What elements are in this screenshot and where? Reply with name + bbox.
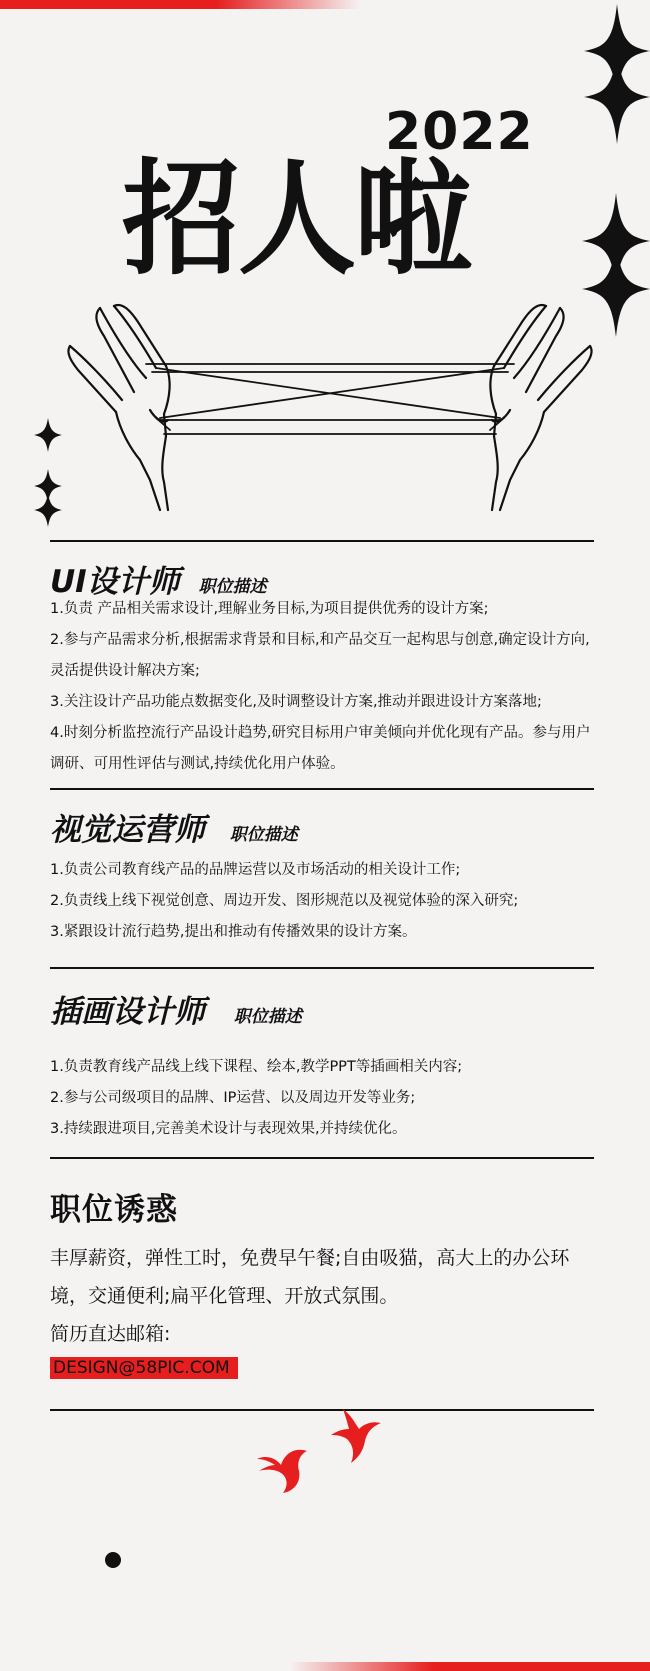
sparkle-star-icon: [584, 50, 650, 144]
headline: 招人啦: [122, 146, 471, 292]
section-title-text: 视觉运营师: [50, 812, 205, 848]
divider: [50, 1157, 594, 1159]
job-description-list: [50, 594, 598, 780]
list-item: 3.持续跟进项目,完善美术设计与表现效果,并持续优化。: [50, 1121, 407, 1137]
section-title-text: 插画设计师: [50, 994, 205, 1030]
red-bird-icon: [257, 1450, 307, 1493]
resume-email[interactable]: DESIGN@58PIC.COM: [50, 1357, 238, 1379]
divider: [50, 967, 594, 969]
bottom-accent-bar: [290, 1662, 650, 1671]
resume-email-label: 简历直达邮箱:: [50, 1323, 171, 1345]
section-subtitle: 职位描述: [229, 825, 298, 845]
list-item: 4.时刻分析监控流行产品设计趋势,研究目标用户审美倾向并优化现有产品。参与用户调研、可用性评估与测试,持续优化用户体验。: [50, 725, 591, 772]
red-birds: [255, 1405, 395, 1545]
list-item: 2.参与产品需求分析,根据需求背景和目标,和产品交互一起构思与创意,确定设计方向,灵活提供设计解决方案;: [50, 632, 590, 679]
section-subtitle: 职位描述: [233, 1007, 302, 1027]
year-label: 2022: [385, 102, 534, 162]
job-description-list: [50, 1052, 598, 1145]
list-item: 3.关注设计产品功能点数据变化,及时调整设计方案,推动并跟进设计方案落地;: [50, 694, 542, 710]
divider: [50, 788, 594, 790]
list-item: 3.紧跟设计流行趋势,提出和推动有传播效果的设计方案。: [50, 924, 417, 940]
hands-string-illustration: [60, 300, 600, 520]
job-description-list: [50, 855, 598, 948]
divider: [50, 540, 594, 542]
sparkle-star-icon: [34, 493, 62, 527]
section-title-illustrator: [50, 986, 302, 1031]
list-item: 1.负责教育线产品线上线下课程、绘本,教学PPT等插画相关内容;: [50, 1059, 463, 1075]
red-bird-icon: [331, 1409, 381, 1463]
benefits-title: 职位诱惑: [50, 1192, 178, 1228]
benefits-description: 丰厚薪资，弹性工时，免费早午餐;自由吸猫，高大上的办公环境，交通便利;扁平化管理、开放式氛围。: [50, 1247, 570, 1307]
section-subtitle: 职位描述: [198, 577, 267, 597]
list-item: 2.负责线上线下视觉创意、周边开发、图形规范以及视觉体验的深入研究;: [50, 893, 519, 909]
list-item: 1.负责 产品相关需求设计,理解业务目标,为项目提供优秀的设计方案;: [50, 601, 489, 617]
section-title-text: UI设计师: [50, 564, 180, 600]
section-title-visual-operator: [50, 804, 298, 849]
list-item: 1.负责公司教育线产品的品牌运营以及市场活动的相关设计工作;: [50, 862, 461, 878]
benefits-text: [50, 1239, 605, 1353]
decorative-dot: [105, 1552, 121, 1568]
list-item: 2.参与公司级项目的品牌、IP运营、以及周边开发等业务;: [50, 1090, 416, 1106]
sparkle-star-icon: [34, 418, 62, 452]
